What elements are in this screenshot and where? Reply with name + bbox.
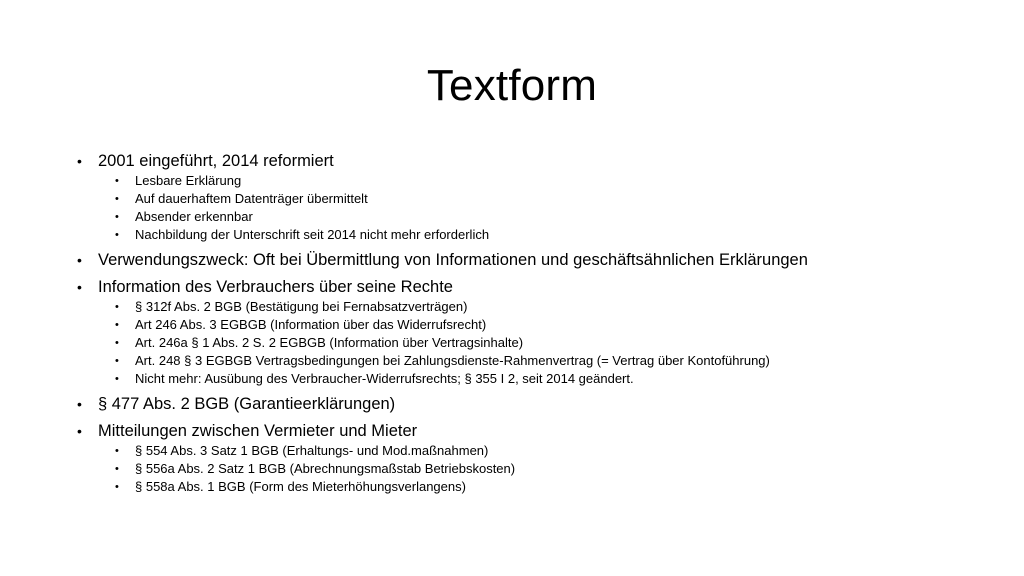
bullet-list	[77, 150, 977, 496]
bullet-dot-icon: •	[115, 463, 119, 475]
bullet-item	[77, 150, 977, 172]
bullet-dot-icon: •	[77, 279, 82, 295]
bullet-dot-icon: •	[115, 175, 119, 187]
sub-bullet-text: § 554 Abs. 3 Satz 1 BGB (Erhaltungs- und Mod.maßnahmen)	[135, 443, 489, 458]
sub-bullet-text: Absender erkennbar	[135, 209, 253, 224]
sub-bullet-text: Art. 248 § 3 EGBGB Vertragsbedingungen bei Zahlungsdienste-Rahmenvertrag (= Vertrag über Kontoführung)	[135, 353, 770, 368]
sub-bullet-item	[77, 352, 977, 370]
bullet-dot-icon: •	[77, 153, 82, 169]
bullet-item	[77, 420, 977, 442]
bullet-dot-icon: •	[115, 229, 119, 241]
bullet-text: Information des Verbrauchers über seine Rechte	[98, 278, 453, 296]
bullet-dot-icon: •	[115, 193, 119, 205]
bullet-dot-icon: •	[115, 301, 119, 313]
sub-bullet-item	[77, 370, 977, 388]
bullet-dot-icon: •	[77, 252, 82, 268]
bullet-dot-icon: •	[77, 396, 82, 412]
bullet-text: Verwendungszweck: Oft bei Übermittlung von Informationen und geschäftsähnlichen Erklärungen	[98, 251, 808, 269]
bullet-item	[77, 393, 977, 415]
bullet-dot-icon: •	[115, 337, 119, 349]
sub-bullet-item	[77, 172, 977, 190]
bullet-item	[77, 276, 977, 298]
sub-bullet-text: § 558a Abs. 1 BGB (Form des Mieterhöhungsverlangens)	[135, 479, 466, 494]
bullet-dot-icon: •	[115, 319, 119, 331]
sub-bullet-item	[77, 226, 977, 244]
sub-bullet-text: Auf dauerhaftem Datenträger übermittelt	[135, 191, 368, 206]
sub-bullet-text: § 312f Abs. 2 BGB (Bestätigung bei Fernabsatzverträgen)	[135, 299, 468, 314]
sub-bullet-item	[77, 298, 977, 316]
sub-bullet-item	[77, 334, 977, 352]
bullet-dot-icon: •	[115, 445, 119, 457]
sub-bullet-text: Nachbildung der Unterschrift seit 2014 nicht mehr erforderlich	[135, 227, 490, 242]
sub-bullet-item	[77, 478, 977, 496]
sub-bullet-item	[77, 442, 977, 460]
bullet-text: 2001 eingeführt, 2014 reformiert	[98, 152, 334, 170]
sub-bullet-item	[77, 316, 977, 334]
bullet-text: Mitteilungen zwischen Vermieter und Mieter	[98, 422, 418, 440]
sub-bullet-item	[77, 190, 977, 208]
slide-title: Textform	[426, 61, 598, 110]
bullet-dot-icon: •	[115, 211, 119, 223]
sub-bullet-text: Lesbare Erklärung	[135, 173, 242, 188]
sub-bullet-text: Nicht mehr: Ausübung des Verbraucher-Widerrufsrechts; § 355 I 2, seit 2014 geändert.	[135, 371, 634, 386]
bullet-dot-icon: •	[77, 423, 82, 439]
bullet-text: § 477 Abs. 2 BGB (Garantieerklärungen)	[98, 395, 396, 413]
bullet-dot-icon: •	[115, 373, 119, 385]
bullet-item	[77, 249, 977, 271]
sub-bullet-item	[77, 208, 977, 226]
sub-bullet-text: Art. 246a § 1 Abs. 2 S. 2 EGBGB (Information über Vertragsinhalte)	[135, 335, 524, 350]
bullet-dot-icon: •	[115, 481, 119, 493]
bullet-dot-icon: •	[115, 355, 119, 367]
sub-bullet-text: § 556a Abs. 2 Satz 1 BGB (Abrechnungsmaßstab Betriebskosten)	[135, 461, 516, 476]
sub-bullet-text: Art 246 Abs. 3 EGBGB (Information über das Widerrufsrecht)	[135, 317, 487, 332]
sub-bullet-item	[77, 460, 977, 478]
